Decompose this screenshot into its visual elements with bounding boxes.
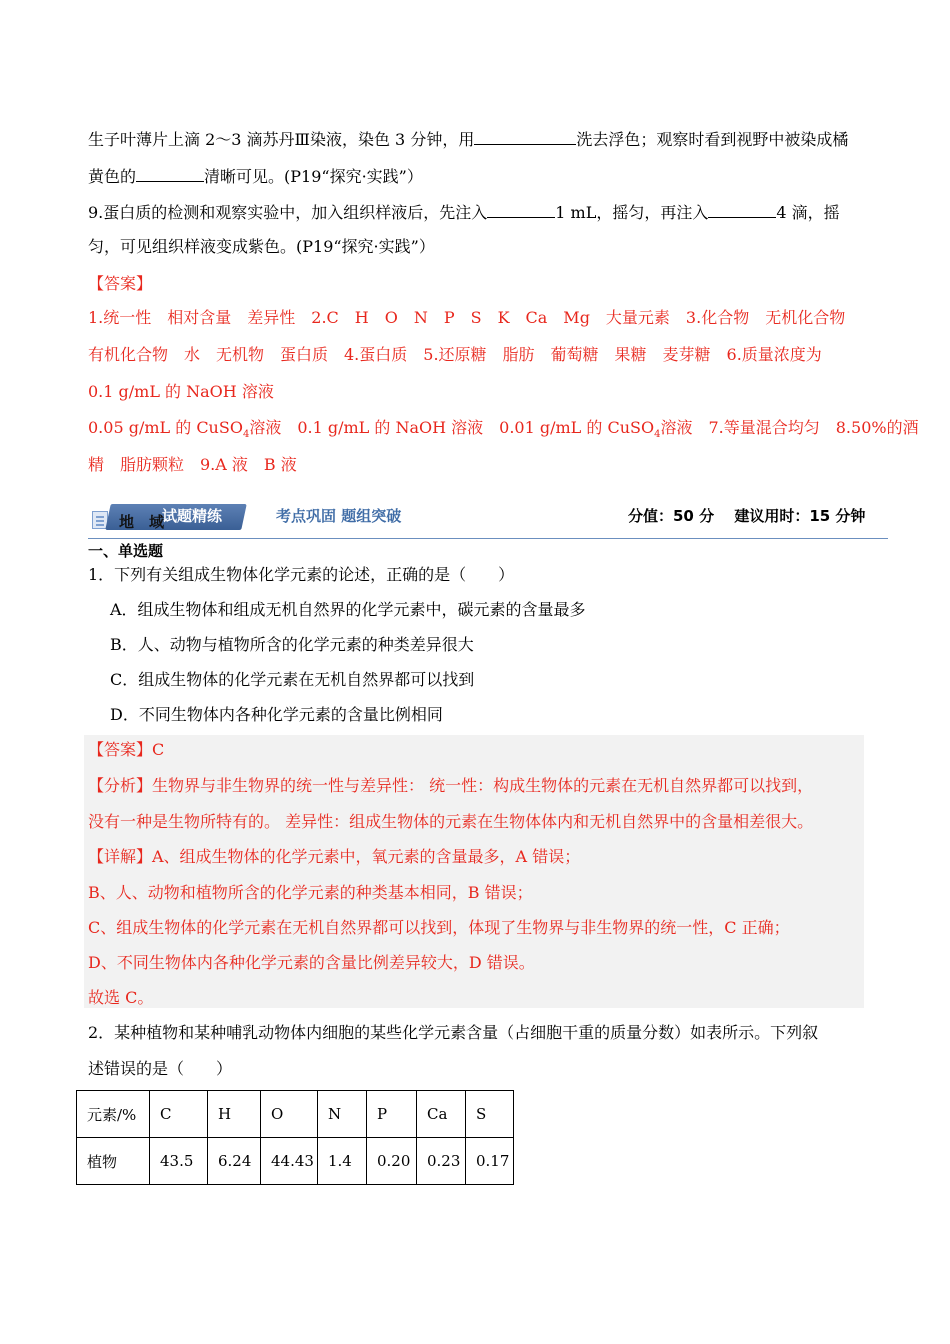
answer-line-4-b: 溶液 0.1 g/mL 的 NaOH 溶液 0.01 g/mL 的 CuSO [249,418,655,437]
answer-line-5: 精 脂肪颗粒 9.A 液 B 液 [88,455,297,474]
table-header-cell: N [318,1091,367,1138]
q1-option-d[interactable]: D．不同生物体内各种化学元素的含量比例相同 [110,705,443,724]
table-cell: 植物 [77,1138,150,1185]
table-header-row [77,1091,514,1138]
fill-blank[interactable] [708,201,776,218]
subscript: 4 [242,429,250,441]
q1-stem: 1．下列有关组成生物体化学元素的论述，正确的是（ ） [88,565,515,584]
fill-blank[interactable] [487,201,555,218]
fill-blank[interactable] [474,128,576,145]
q1-option-c[interactable]: C．组成生物体的化学元素在无机自然界都可以找到 [110,670,475,689]
q9-part-a: 9.蛋白质的检测和观察实验中，加入组织样液后，先注入 [88,203,488,222]
fill-blank[interactable] [136,165,204,182]
q1-answer: 【答案】C [88,740,165,759]
q9-part-c: 4 滴，摇 [776,203,840,222]
table-header-cell: 元素/% [77,1091,150,1138]
section-divider [88,538,888,539]
q2-stem-2: 述错误的是（ ） [88,1059,233,1078]
table-header-cell: C [150,1091,208,1138]
q1-analysis-2: 没有一种是生物所特有的。 差异性：组成生物体的元素在生物体体内和无机自然界中的含量相差很大。 [88,812,814,831]
section-overlay-label: 地 域 [119,513,165,531]
answer-line-4-a: 0.05 g/mL 的 CuSO [88,418,243,437]
score-info: 分值：50 分 建议用时：15 分钟 [628,507,866,525]
table-cell: 1.4 [318,1138,367,1185]
intro-line-2-b: 清晰可见。(P19“探究·实践”） [204,167,423,186]
intro-line-1 [88,128,848,150]
q1-detail-2: B、人、动物和植物所含的化学元素的种类基本相同，B 错误； [88,883,533,902]
table-header-cell: Ca [417,1091,466,1138]
part-title: 一、单选题 [88,542,164,560]
answer-heading: 【答案】 [88,274,153,293]
answer-line-1: 1.统一性 相对含量 差异性 2.C H O N P S K Ca Mg 大量元素 3.化合物 无机化合物 [88,308,846,327]
q1-conclusion: 故选 C。 [88,988,154,1007]
question-9 [88,201,840,223]
intro-line-2-a: 黄色的 [88,167,137,186]
question-9-line-2: 匀，可见组织样液变成紫色。(P19“探究·实践”） [88,237,435,256]
answer-line-4-c: 溶液 7.等量混合均匀 8.50%的酒 [660,418,919,437]
q1-option-a[interactable]: A．组成生物体和组成无机自然界的化学元素中，碳元素的含量最多 [110,600,586,619]
subscript: 4 [654,429,661,441]
q2-stem-1: 2．某种植物和某种哺乳动物体内细胞的某些化学元素含量（占细胞干重的质量分数）如表所示。下列叙 [88,1023,819,1042]
element-content-table [76,1090,514,1185]
table-cell: 0.20 [367,1138,417,1185]
q9-part-b: 1 mL，摇匀，再注入 [555,203,709,222]
q1-option-b[interactable]: B．人、动物与植物所含的化学元素的种类差异很大 [110,635,474,654]
q1-detail-4: D、不同生物体内各种化学元素的含量比例差异较大，D 错误。 [88,953,535,972]
intro-line-1-b: 洗去浮色；观察时看到视野中被染成橘 [576,130,849,149]
intro-line-2 [88,165,423,187]
section-subtitle: 考点巩固 题组突破 [276,507,402,525]
intro-line-1-a: 生子叶薄片上滴 2～3 滴苏丹Ⅲ染液，染色 3 分钟，用 [88,130,475,149]
table-header-cell: O [261,1091,318,1138]
table-cell: 6.24 [208,1138,261,1185]
table-row [77,1138,514,1185]
table-cell: 0.23 [417,1138,466,1185]
q1-analysis-1: 【分析】生物界与非生物界的统一性与差异性： 统一性：构成生物体的元素在无机自然界都可以找到， [88,776,814,795]
table-cell: 0.17 [466,1138,514,1185]
answer-line-3: 0.1 g/mL 的 NaOH 溶液 [88,382,274,401]
table-cell: 43.5 [150,1138,208,1185]
table-header-cell: S [466,1091,514,1138]
q1-detail-1: 【详解】A、组成生物体的化学元素中，氧元素的含量最多，A 错误； [88,847,581,866]
answer-line-2: 有机化合物 水 无机物 蛋白质 4.蛋白质 5.还原糖 脂肪 葡萄糖 果糖 麦芽糖 6.质量浓度为 [88,345,822,364]
section-badge-label: 试题精练 [162,507,223,525]
table-header-cell: H [208,1091,261,1138]
table-cell: 44.43 [261,1138,318,1185]
table-header-cell: P [367,1091,417,1138]
answer-line-4 [88,418,919,445]
q1-detail-3: C、组成生物体的化学元素在无机自然界都可以找到，体现了生物界与非生物界的统一性，C 正确； [88,918,790,937]
